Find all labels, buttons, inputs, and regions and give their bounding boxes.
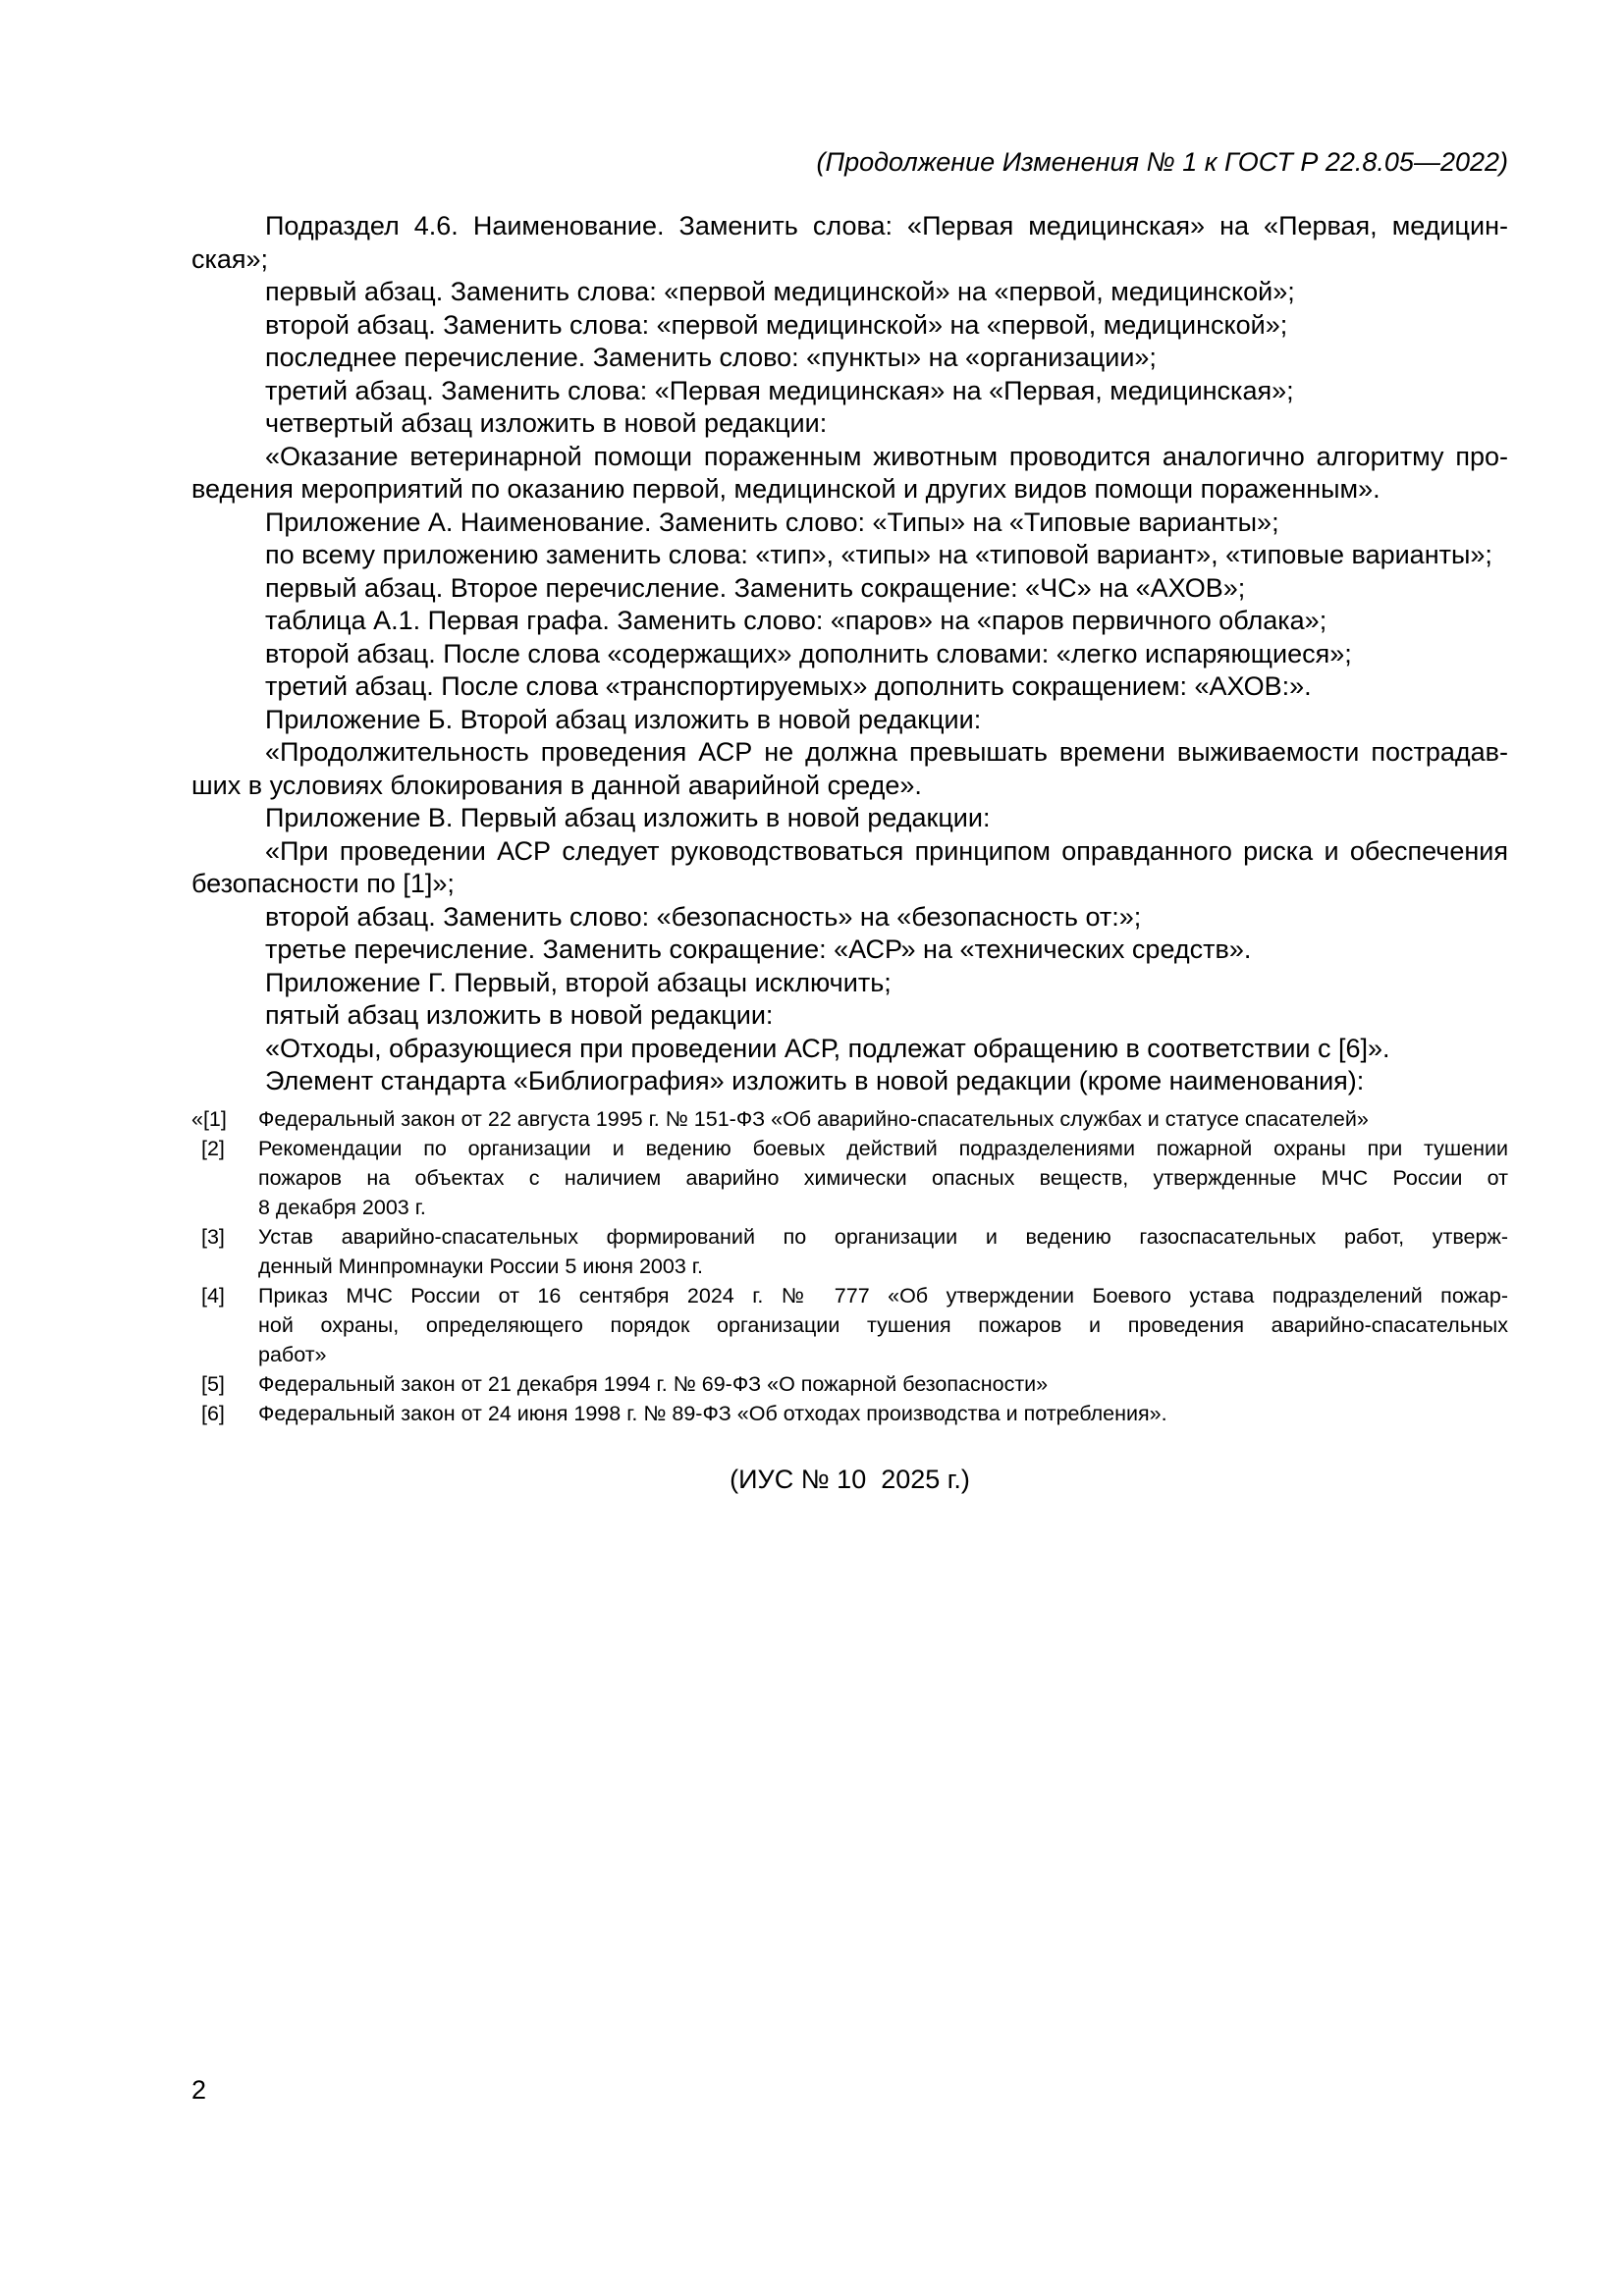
- bibliography-entry: [191, 1399, 1508, 1428]
- bibliography-ref-number: [4]: [201, 1284, 225, 1308]
- body-line: таблица А.1. Первая графа. Заменить слово: «паров» на «паров первичного облака»;: [265, 606, 1327, 635]
- body-line: ших в условиях блокирования в данной аварийной среде».: [191, 770, 922, 800]
- body-line: Приложение В. Первый абзац изложить в новой редакции:: [265, 803, 991, 832]
- continuation-header: (Продолжение Изменения № 1 к ГОСТ Р 22.8.05—2022): [816, 147, 1508, 177]
- body-line: четвертый абзац изложить в новой редакции:: [265, 408, 828, 438]
- bibliography-entry: [191, 1369, 1508, 1399]
- body-line: безопасности по [1]»;: [191, 869, 455, 898]
- body-line: последнее перечисление. Заменить слово: «пункты» на «организации»;: [265, 343, 1157, 372]
- bibliography-line: Устав аварийно-спасательных формирований по организации и ведению газоспасательных работ, утверж-: [258, 1225, 1508, 1249]
- issue-note: (ИУС № 10 2025 г.): [730, 1465, 970, 1494]
- document-body: [191, 210, 1508, 1098]
- body-line: по всему приложению заменить слова: «тип», «типы» на «типовой вариант», «типовые варианты»;: [265, 540, 1492, 569]
- body-line: «Продолжительность проведения АСР не должна превышать времени выживаемости пострадав-: [265, 737, 1508, 767]
- body-line: Элемент стандарта «Библиография» изложить в новой редакции (кроме наименования):: [265, 1066, 1365, 1095]
- bibliography-entry: [191, 1134, 1508, 1222]
- bibliography-entry-text: [258, 1134, 1508, 1222]
- bibliography-ref-number: [5]: [201, 1372, 225, 1396]
- body-line: первый абзац. Заменить слова: «первой медицинской» на «первой, медицинской»;: [265, 277, 1295, 306]
- bibliography-line: денный Минпромнауки России 5 июня 2003 г.: [258, 1255, 703, 1278]
- bibliography-entry: [191, 1281, 1508, 1369]
- bibliography-line: Рекомендации по организации и ведению боевых действий подразделениями пожарной охраны при тушении: [258, 1137, 1508, 1160]
- bibliography-entry-text: [258, 1399, 1508, 1428]
- body-line: ская»;: [191, 243, 269, 274]
- bibliography-ref-number: [2]: [201, 1137, 225, 1160]
- body-line: первый абзац. Второе перечисление. Заменить сокращение: «ЧС» на «АХОВ»;: [265, 572, 1246, 603]
- bibliography-entry-text: [258, 1281, 1508, 1369]
- body-line: «При проведении АСР следует руководствоваться принципом оправданного риска и обеспечения: [265, 835, 1508, 866]
- body-line: «Отходы, образующиеся при проведении АСР, подлежат обращению в соответствии с [6]».: [265, 1033, 1390, 1063]
- bibliography-line: Федеральный закон от 21 декабря 1994 г. № 69-ФЗ «О пожарной безопасности»: [258, 1372, 1049, 1396]
- bibliography-line: пожаров на объектах с наличием аварийно химически опасных веществ, утвержденные МЧС России от: [258, 1166, 1508, 1190]
- body-line: Приложение Г. Первый, второй абзацы исключить;: [265, 967, 892, 997]
- bibliography: [191, 1104, 1508, 1428]
- body-line: ведения мероприятий по оказанию первой, медицинской и других видов помощи пораженным».: [191, 474, 1380, 504]
- bibliography-ref-number: [3]: [201, 1225, 225, 1249]
- bibliography-line: 8 декабря 2003 г.: [258, 1196, 426, 1219]
- bibliography-line: Федеральный закон от 22 августа 1995 г. № 151-ФЗ «Об аварийно-спасательных службах и статусе спасателей»: [258, 1107, 1369, 1131]
- body-line: третий абзац. Заменить слова: «Первая медицинская» на «Первая, медицинская»;: [265, 375, 1294, 405]
- bibliography-entry-text: [258, 1222, 1508, 1281]
- bibliography-entry: [191, 1222, 1508, 1281]
- bibliography-entry-text: [258, 1369, 1508, 1399]
- body-line: пятый абзац изложить в новой редакции:: [265, 1000, 774, 1030]
- body-line: третье перечисление. Заменить сокращение: «АСР» на «технических средств».: [265, 934, 1252, 964]
- bibliography-line: Приказ МЧС России от 16 сентября 2024 г. № 777 «Об утверждении Боевого устава подразделений пожар-: [258, 1284, 1508, 1308]
- bibliography-line: ной охраны, определяющего порядок организации тушения пожаров и проведения аварийно-спасательных: [258, 1313, 1508, 1337]
- body-line: второй абзац. После слова «содержащих» дополнить словами: «легко испаряющиеся»;: [265, 638, 1352, 668]
- body-line: второй абзац. Заменить слова: «первой медицинской» на «первой, медицинской»;: [265, 309, 1288, 340]
- bibliography-ref-number: «[1]: [191, 1107, 227, 1131]
- bibliography-entry: [191, 1104, 1508, 1134]
- bibliography-line: Федеральный закон от 24 июня 1998 г. № 89-ФЗ «Об отходах производства и потребления».: [258, 1402, 1167, 1425]
- body-line: третий абзац. После слова «транспортируемых» дополнить сокращением: «АХОВ:».: [265, 671, 1312, 701]
- body-line: «Оказание ветеринарной помощи пораженным животным проводится аналогично алгоритму про-: [265, 441, 1508, 471]
- body-line: второй абзац. Заменить слово: «безопасность» на «безопасность от:»;: [265, 901, 1142, 932]
- bibliography-entry-text: [258, 1104, 1508, 1134]
- bibliography-line: работ»: [258, 1343, 327, 1366]
- page-number: 2: [191, 2075, 207, 2105]
- body-line: Подраздел 4.6. Наименование. Заменить слова: «Первая медицинская» на «Первая, медицин-: [265, 211, 1508, 240]
- body-line: Приложение А. Наименование. Заменить слово: «Типы» на «Типовые варианты»;: [265, 507, 1279, 537]
- bibliography-ref-number: [6]: [201, 1402, 225, 1425]
- body-line: Приложение Б. Второй абзац изложить в новой редакции:: [265, 704, 982, 734]
